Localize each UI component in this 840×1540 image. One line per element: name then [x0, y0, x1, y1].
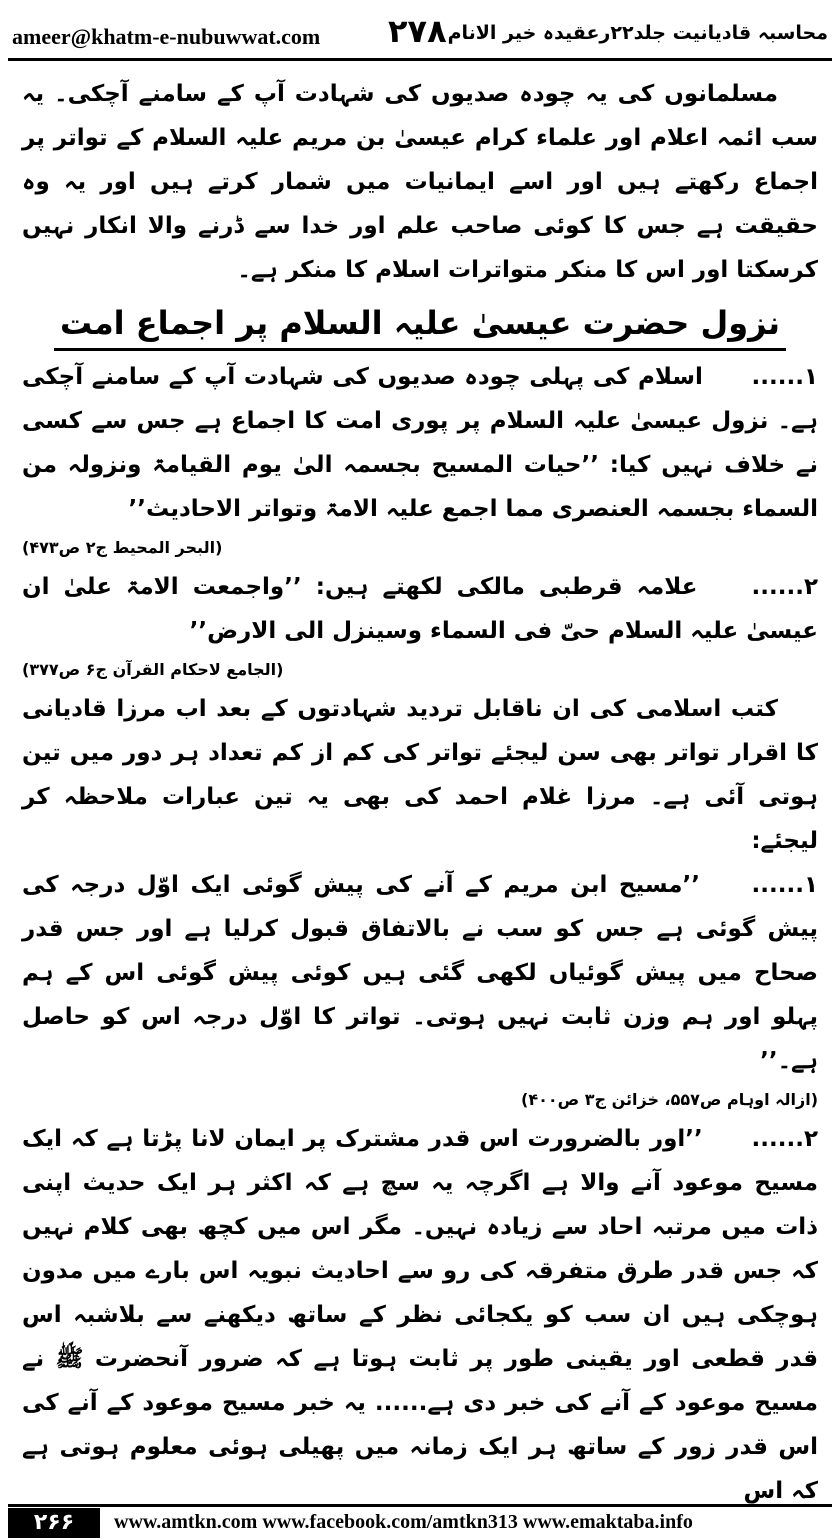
item-2-dots: ......: [751, 574, 804, 600]
footer-links[interactable]: www.amtkn.com www.facebook.com/amtkn313 www.emaktaba.info: [114, 1511, 693, 1533]
item-2-text: علامہ قرطبی مالکی لکھتے ہیں: ’’: [284, 574, 698, 600]
item-1-dots: ......: [751, 364, 804, 390]
page-header: [8, 10, 832, 61]
quote-1: [22, 863, 818, 1083]
section-heading-wrap: [22, 298, 818, 351]
header-book-title: محاسبہ قادیانیت جلد۲۲رعقیدہ خیر الانام: [447, 22, 828, 44]
middle-paragraph: کتب اسلامی کی ان ناقابل تردید شہادتوں کے بعد اب مرزا قادیانی کا اقرار تواتر بھی سن لیجئے تواتر کی کم از کم تعداد ہر دور میں تین ہوتی آئی ہے۔ مرزا غلام احمد کی بھی یہ تین عبارات ملاحظہ کر لیجئے:: [22, 696, 818, 854]
quote-2: [22, 1117, 818, 1513]
quote-1-reference: (ازالہ اوہام ص۵۵۷، خزائن ج۳ ص۴۰۰): [521, 1090, 818, 1109]
quote-2-text: ’’اور بالضرورت اس قدر مشترک پر ایمان لانا پڑتا ہے کہ ایک مسیح موعود آنے والا ہے اگرچہ یہ سچ ہے کہ اکثر ہر ایک حدیث اپنی ذات میں مرتبہ احاد سے زیادہ نہیں۔ مگر اس میں کچھ بھی کلام نہیں کہ جس قدر طرق متفرقہ کی رو سے احادیث نبویہ اس بارے میں مدون ہوچکی ہیں ان سب کو یکجائی نظر کے ساتھ دیکھنے سے بلاشبہ اس قدر قطعی اور یقینی طور پر ثابت ہوتا ہے کہ ضرور آنحضرت ﷺ نے مسیح موعود کے آنے کی خبر دی ہے...... یہ خبر مسیح موعود کے آنے کی اس قدر زور کے ساتھ ہر ایک زمانہ میں پھیلی ہوئی معلوم ہوتی ہے کہ اس: [22, 1126, 818, 1504]
item-1: [22, 355, 818, 531]
page-footer: [8, 1504, 832, 1537]
header-page-number: ۲۷۸: [388, 12, 447, 50]
item-2-arabic-quote: واجمعت الامۃ علیٰ ان عیسیٰ علیہ السلام حیّ فی السماء وسینزل الی الارض’’: [22, 574, 818, 644]
item-2-reference: (الجامع لاحکام القرآن ج۶ ص۳۷۷): [22, 660, 284, 679]
footer-page-number: ۲۶۶: [8, 1508, 100, 1538]
item-1-text: اسلام کی پہلی چودہ صدیوں کی شہادت آپ کے سامنے آچکی ہے۔ نزول عیسیٰ علیہ السلام پر پوری امت کا اجماع ہے جس سے کسی نے خلاف نہیں کیا: ’’: [22, 364, 818, 478]
quote-2-number: ۲: [803, 1126, 818, 1152]
item-1-arabic-quote: حیات المسیح بجسمہ الیٰ یوم القیامۃ ونزولہ من السماء بجسمہ العنصری مما اجمع علیہ الامۃ وتواتر الاحادیث’’: [22, 452, 818, 522]
intro-paragraph: مسلمانوں کی یہ چودہ صدیوں کی شہادت آپ کے سامنے آچکی۔ یہ سب ائمہ اعلام اور علماء کرام عیسیٰ بن مریم علیہ السلام کے تواتر پر اجماع رکھتے ہیں اور اسے ایمانیات میں شمار کرتے ہیں اور یہ وہ حقیقت ہے جس کا کوئی صاحب علم اور خدا سے ڈرنے والا انکار نہیں کرسکتا اور اس کا منکر متواترات اسلام کا منکر ہے۔: [22, 81, 818, 283]
header-email[interactable]: ameer@khatm-e-nubuwwat.com: [12, 24, 321, 49]
quote-2-dots: ......: [751, 1126, 804, 1152]
item-1-reference: (البحر المحیط ج۲ ص۴۷۳): [22, 538, 223, 557]
quote-1-text: ’’مسیح ابن مریم کے آنے کی پیش گوئی ایک اوّل درجہ کی پیش گوئی ہے جس کو سب نے بالاتفاق قبول کرلیا ہے اور جس قدر صحاح میں پیش گوئیاں لکھی گئی ہیں کوئی پیش گوئی اس کے ہم پہلو اور ہم وزن ثابت نہیں ہوتی۔ تواتر کا اوّل درجہ اس کو حاصل ہے۔’’: [22, 872, 818, 1074]
item-2: [22, 565, 818, 653]
quote-1-dots: ......: [751, 872, 804, 898]
section-heading: نزول حضرت عیسیٰ علیہ السلام پر اجماع امت: [54, 298, 786, 351]
item-1-number: ۱: [803, 364, 818, 390]
quote-1-number: ۱: [803, 872, 818, 898]
page-body: [22, 72, 818, 1513]
item-2-number: ۲: [803, 574, 818, 600]
